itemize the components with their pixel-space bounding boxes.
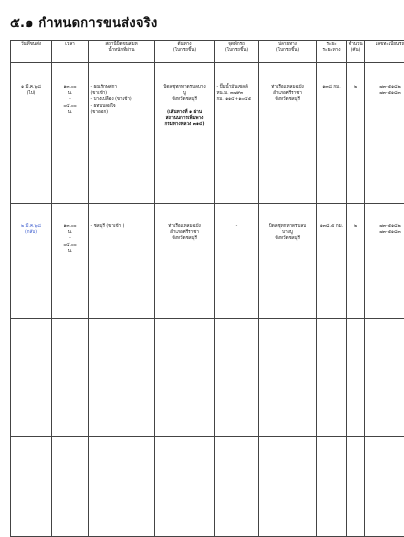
schedule-table xyxy=(10,40,404,537)
cell-line: หน.ม. ๓๗๙๓ xyxy=(217,91,257,97)
cell-line: ๑๓.๐๐ xyxy=(54,224,87,230)
cell-date xyxy=(11,63,52,204)
cell-line: น. xyxy=(54,110,87,116)
cell-line: อำเภอศรีราชา xyxy=(157,230,213,236)
cell-distance: ๑๓๘.๕ กม. xyxy=(317,204,347,319)
header-origin: ต้นทาง (โบกรถขึ้น) xyxy=(155,41,215,63)
cell-stop xyxy=(215,63,259,204)
cell-line: บู xyxy=(157,91,213,97)
cell-line: บิดลชุทกทาดรบลบ xyxy=(261,224,315,230)
cell-line: - xyxy=(54,97,87,103)
cell-line: ๐๔.๐๐ xyxy=(54,104,87,110)
header-distance: ระยะ ระยะทาง xyxy=(317,41,347,63)
cell-line: ๑๓.๐๐ xyxy=(54,85,87,91)
cell-plates xyxy=(365,204,404,319)
cell-line: อำเภอศรีราชา xyxy=(261,91,315,97)
cell-count: ๒ xyxy=(347,63,365,204)
cell-line: (ขาเข้า) xyxy=(91,91,153,97)
cell-line: จังหวัดชลบุรี xyxy=(261,97,315,103)
cell-line: - ผทบบลฝใจ xyxy=(91,104,153,110)
cell-line: ๗๓-๕๑๘๓ xyxy=(367,91,404,97)
cell-stop xyxy=(215,204,259,319)
cell-origin xyxy=(155,204,215,319)
header-stations: สถานีบิดขนสมห น้ำหนักที่ผ่าน xyxy=(89,41,155,63)
header-date: วันที่ขนส่ง xyxy=(11,41,52,63)
cell-line: ๒ มี.ค.๖๘ xyxy=(13,224,50,230)
header-destination: ปลายทาง (โบกรถขึ้น) xyxy=(259,41,317,63)
cell-line: ๗๓-๕๑๘๒ xyxy=(367,224,404,230)
cell-origin xyxy=(155,63,215,204)
cell-line: จังหวัดชลบุรี xyxy=(157,97,213,103)
cell-line: ๗๓-๕๑๘๓ xyxy=(367,230,404,236)
table-row xyxy=(11,63,404,204)
header-time: เวลา xyxy=(52,41,89,63)
cell-line: ท่าเรือแหลมฉบัง xyxy=(261,85,315,91)
cell-line: ๐๔.๐๐ xyxy=(54,243,87,249)
cell-line: (ไป) xyxy=(13,91,50,97)
cell-line: - xyxy=(217,224,257,230)
table-row xyxy=(11,204,404,319)
cell-line: (กลับ) xyxy=(13,230,50,236)
cell-time xyxy=(52,63,89,204)
cell-line: (เส้นทางที่ ๑ ผ่าน xyxy=(157,110,213,116)
cell-stations xyxy=(89,63,155,204)
table-header-row xyxy=(11,41,404,63)
cell-line: จังหวัดชลบุรี xyxy=(157,236,213,242)
cell-line: ๗๓-๕๑๘๒ xyxy=(367,85,404,91)
header-count: จำนวน (คัน) xyxy=(347,41,365,63)
cell-line: - ผณรักษสกา xyxy=(91,85,153,91)
cell-destination xyxy=(259,204,317,319)
table-row-empty xyxy=(11,437,404,537)
cell-plates xyxy=(365,63,404,204)
header-plates: เลขทะเบียนรถ xyxy=(365,41,404,63)
cell-line: ท่าเรือแหลมฉบัง xyxy=(157,224,213,230)
cell-line: กม. ๑๑๔+๑๐๔๕ xyxy=(217,97,257,103)
cell-line: สถานนการเพิ่มพาง xyxy=(157,116,213,122)
cell-line: - ชลบุรี (ขาเข้า ) xyxy=(91,224,153,230)
cell-line: จังหวัดชลบุรี xyxy=(261,236,315,242)
cell-stations xyxy=(89,204,155,319)
cell-line: บางบู xyxy=(261,230,315,236)
table-row-empty xyxy=(11,319,404,437)
header-stop: จุดพักรถ (โบกรถขึ้น) xyxy=(215,41,259,63)
cell-distance: ๑๓๘ กม. xyxy=(317,63,347,204)
cell-line: น. xyxy=(54,91,87,97)
cell-line: - บางเปลือง (ขาเข้า) xyxy=(91,97,153,103)
cell-line: บิดลชุทกทาดรบลบาง xyxy=(157,85,213,91)
cell-line: - xyxy=(54,236,87,242)
cell-time xyxy=(52,204,89,319)
cell-line: ๑ มี.ค.๖๘ xyxy=(13,85,50,91)
page-title: ๕.๑ กำหนดการขนส่งจริง xyxy=(10,12,157,33)
cell-line: - ปั๊มน้ำมันเซลล์ xyxy=(217,85,257,91)
cell-count: ๒ xyxy=(347,204,365,319)
cell-line: น. xyxy=(54,230,87,236)
cell-date xyxy=(11,204,52,319)
cell-line: (ขาออก) xyxy=(91,110,153,116)
cell-line: น. xyxy=(54,249,87,255)
cell-line: กรมทางหลวง ๓๑๔) xyxy=(157,122,213,128)
cell-destination xyxy=(259,63,317,204)
